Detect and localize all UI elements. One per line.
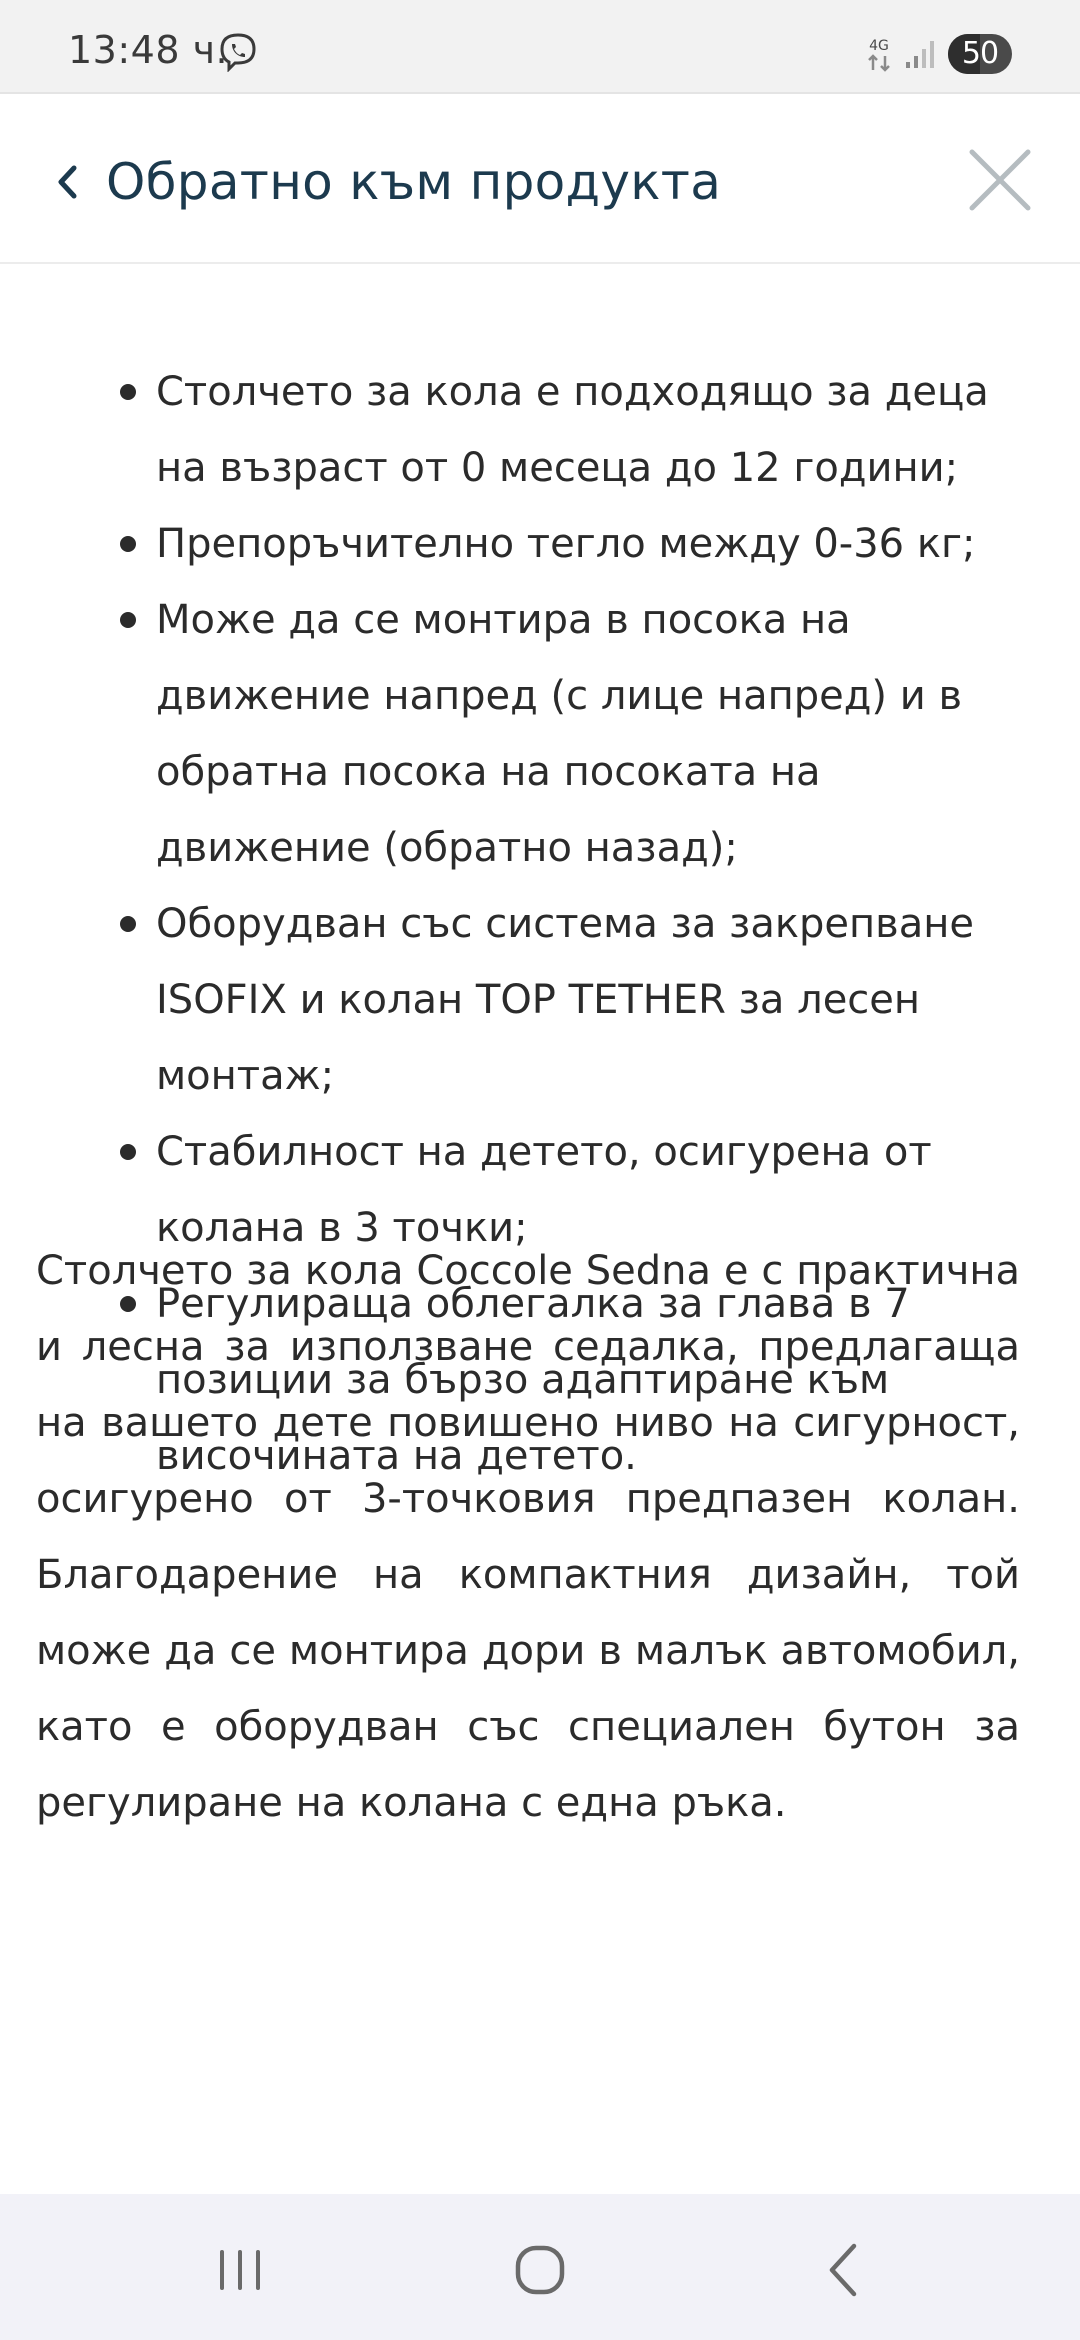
close-icon	[966, 146, 1034, 214]
status-time: 13:48 ч.	[68, 28, 229, 72]
feature-text: Столчето за кола е подходящо за деца на възраст от 0 месеца до 12 години;	[156, 369, 989, 491]
close-button[interactable]	[966, 146, 1034, 214]
bullet-icon	[120, 1144, 136, 1160]
system-navigation-bar	[0, 2194, 1080, 2340]
recents-button[interactable]	[200, 2230, 280, 2310]
home-button[interactable]	[500, 2230, 580, 2310]
feature-text: Регулираща облегалка за глава в 7 позиции за бързо адаптиране към височината на детето.	[156, 1281, 910, 1479]
product-description-sheet	[0, 92, 1080, 2194]
network-4g-icon	[862, 36, 896, 74]
bullet-icon	[120, 536, 136, 552]
feature-text: Стабилност на детето, осигурена от колана в 3 точки;	[156, 1129, 932, 1251]
battery-level: 50	[961, 36, 999, 71]
battery-indicator	[948, 34, 1012, 74]
chevron-left-icon	[52, 160, 82, 204]
feature-text: Препоръчително тегло между 0-36 кг;	[156, 521, 976, 567]
home-icon	[500, 2230, 580, 2310]
feature-text: Оборудван със система за закрепване ISOFIX и колан TOP TETHER за лесен монтаж;	[156, 901, 974, 1099]
viber-icon	[218, 32, 258, 72]
sheet-header	[0, 94, 1080, 264]
network-label: 4G	[869, 38, 889, 54]
back-to-product-button[interactable]	[52, 142, 721, 222]
recents-icon	[200, 2230, 280, 2310]
nav-back-button[interactable]	[804, 2230, 884, 2310]
nav-back-icon	[804, 2230, 884, 2310]
feature-list-item	[0, 582, 1080, 886]
feature-list-item	[0, 354, 1080, 506]
status-bar	[0, 0, 1080, 92]
bullet-icon	[120, 384, 136, 400]
bullet-icon	[120, 916, 136, 932]
bullet-icon	[120, 612, 136, 628]
back-to-product-label: Обратно към продукта	[106, 153, 722, 211]
product-description: Столчето за кола Coccole Sedna е с практична и лесна за използване седалка, предлагаща на вашето дете повишено ниво на сигурност, осигурено от 3-точковия предпазен колан. Благодарение на компактния дизайн, той може да се монтира дори в малък автомобил, като е оборудван със специален бутон за регулиране на колана с една ръка.	[36, 1248, 1020, 1826]
feature-list-item	[0, 506, 1080, 582]
feature-text: Може да се монтира в посока на движение напред (с лице напред) и в обратна посока на посоката на движение (обратно назад);	[156, 597, 963, 871]
feature-list-item	[0, 886, 1080, 1114]
signal-icon	[904, 38, 938, 70]
